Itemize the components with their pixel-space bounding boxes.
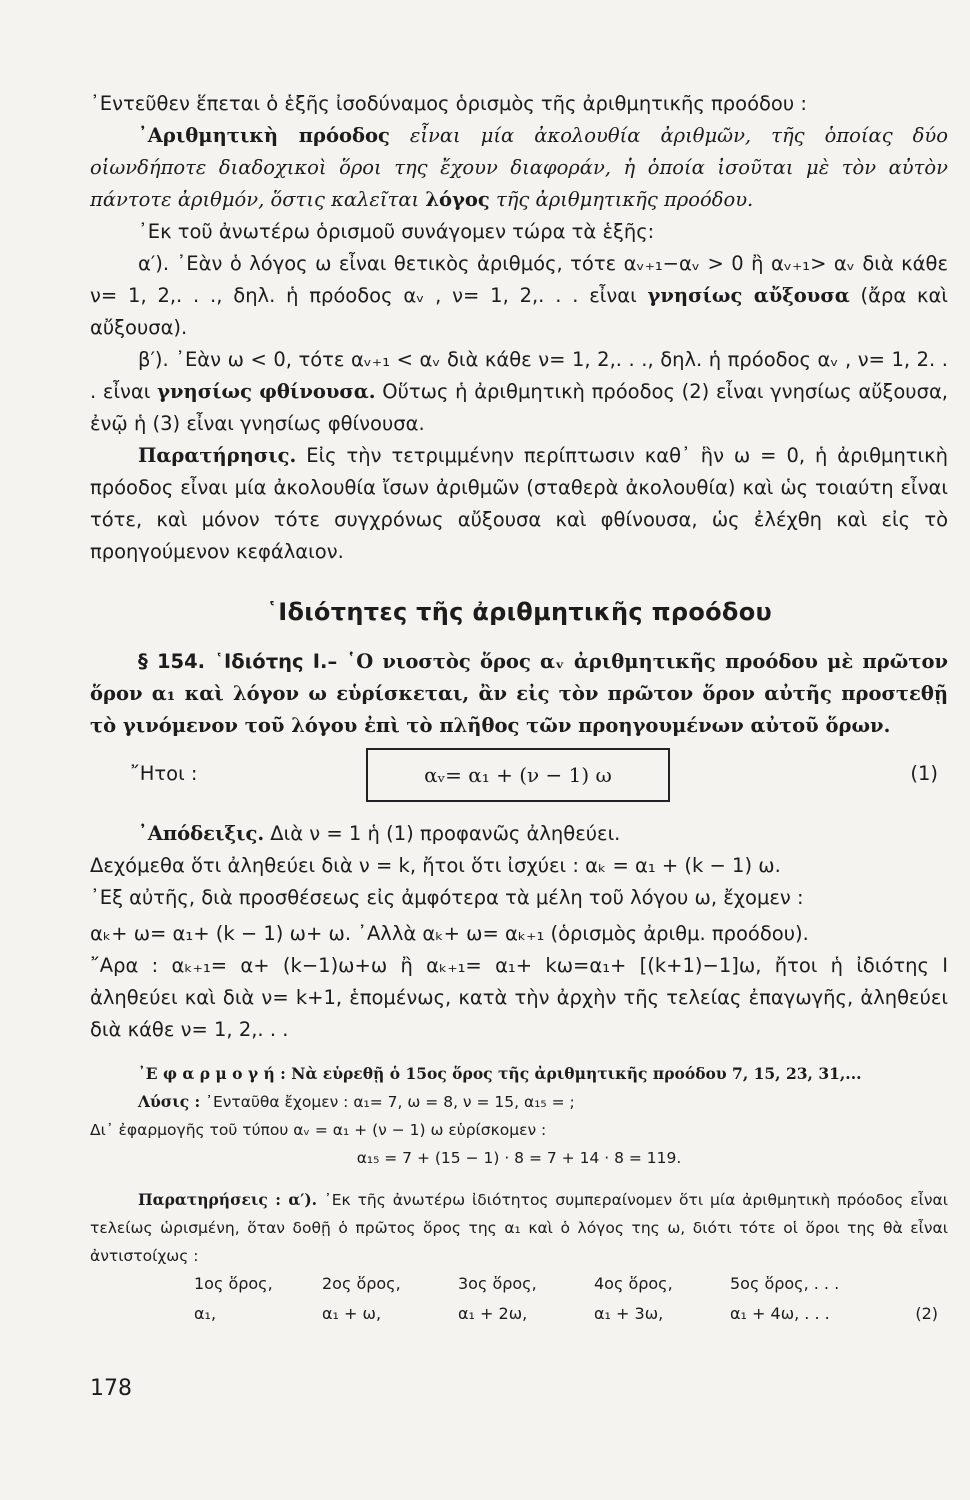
page-number: 178 (90, 1376, 132, 1401)
htoi-label: ῎Ητοι : (130, 762, 198, 785)
consequence-intro: ᾿Εκ τοῦ ἀνωτέρω ὁρισμοῦ συνάγομεν τώρα τὰ ἑξῆς: (138, 220, 655, 243)
terms-label-row (90, 1270, 948, 1300)
boxed-formula: αᵥ= α₁ + (ν − 1) ω (366, 748, 670, 802)
proof-line-1 (90, 818, 948, 850)
proof-line-4: αₖ+ ω= α₁+ (k − 1) ω+ ω. ᾿Αλλὰ αₖ+ ω= αₖ₊₁ (ὁρισμὸς ἀριθμ. προόδου). (90, 922, 809, 945)
definition-logos: λόγος (425, 188, 490, 211)
case-beta-end: Οὕτως ἡ ἀριθμητικὴ πρόοδος (2) εἶναι γνησίως αὔξουσα, ἐνῷ ἡ (3) εἶναι γνησίως φθίνουσα. (90, 380, 949, 435)
page-body (90, 88, 948, 1330)
term-label: 3ος ὅρος, (458, 1274, 537, 1293)
case-alpha-end: (ἄρα καὶ αὔξουσα). (90, 284, 948, 339)
property-label: § 154. ῾Ιδιότης Ι.– (138, 650, 338, 673)
definition-text: εἶναι μία ἀκολουθία ἀριθμῶν, τῆς ὁποίας δύο οἱωνδήποτε διαδοχικοὶ ὅροι της ἔχουν διαφοράν, ἡ ὁποία ἰσοῦται μὲ τὸν αὐτὸν πάντοτε ἀριθμόν, ὅστις καλεῖται (90, 124, 948, 211)
term-label: 2ος ὅρος, (322, 1274, 401, 1293)
application-line (90, 1060, 948, 1088)
solution-result: α₁₅ = 7 + (15 − 1) · 8 = 7 + 14 · 8 = 119. (356, 1149, 682, 1167)
case-alpha-text: α′). ᾿Εὰν ὁ λόγος ω εἶναι θετικὸς ἀριθμός, τότε αᵥ₊₁−αᵥ > 0 ἢ αᵥ₊₁> αᵥ διὰ κάθε ν= 1, 2,. . ., δηλ. ἡ πρόοδος αᵥ , ν= 1, 2,. . . εἶναι (90, 252, 948, 307)
proof-line-5: ῎Αρα : αₖ₊₁= α+ (k−1)ω+ω ἢ αₖ₊₁= α₁+ kω=α₁+ [(k+1)−1]ω, ἤτοι ἡ ἰδιότης Ι ἀληθεύει καὶ διὰ ν= k+1, ἑπομένως, κατὰ τὴν ἀρχὴν τῆς τελείας ἐπαγωγῆς, ἀληθεύει διὰ κάθε ν= 1, 2,. . . (90, 954, 948, 1041)
solution-label: Λύσις : (138, 1092, 201, 1111)
application-label: ᾿Ε φ α ρ μ ο γ ή : (138, 1064, 286, 1083)
term-value: α₁ + 3ω, (594, 1304, 664, 1323)
equation-number-2: (2) (915, 1304, 938, 1323)
case-alpha-bold: γνησίως αὔξουσα (647, 284, 850, 307)
equation-number-1: (1) (910, 762, 938, 785)
remark-label: Παρατήρησις. (138, 444, 297, 467)
case-beta (90, 344, 948, 440)
term-value: α₁ + ω, (322, 1304, 382, 1323)
solution-line (90, 1088, 948, 1116)
proof-line-2: Δεχόμεθα ὅτι ἀληθεύει διὰ ν = k, ἤτοι ὅτι ἰσχύει : αₖ = α₁ + (k − 1) ω. (90, 854, 781, 877)
property-paragraph (90, 646, 948, 742)
application-text: Νὰ εὑρεθῇ ὁ 15ος ὅρος τῆς ἀριθμητικῆς προόδου 7, 15, 23, 31,... (285, 1064, 862, 1083)
solution-line-2: Δι᾿ ἐφαρμογῆς τοῦ τύπου αᵥ = α₁ + (ν − 1) ω εὑρίσκομεν : (90, 1121, 547, 1139)
solution-text: ᾿Ενταῦθα ἔχομεν : α₁= 7, ω = 8, ν = 15, α₁₅ = ; (200, 1093, 575, 1111)
term-value: α₁, (194, 1304, 217, 1323)
property-text: ῾Ο νιοστὸς ὅρος αᵥ ἀριθμητικῆς προόδου μὲ πρῶτον ὅρον α₁ καὶ λόγον ω εὑρίσκεται, ἂν εἰς τὸν πρῶτον ὅρον αὐτῆς προστεθῇ τὸ γινόμενον τοῦ λόγου ἐπὶ τὸ πλῆθος τῶν προηγουμένων αὐτοῦ ὅρων. (90, 650, 948, 737)
term-label: 1ος ὅρος, (194, 1274, 273, 1293)
proof-label: ᾿Απόδειξις. (138, 822, 265, 845)
terms-value-row (90, 1300, 948, 1330)
boxed-formula-row (90, 748, 948, 808)
remarks-text: ᾿Εκ τῆς ἀνωτέρω ἰδιότητος συμπεραίνομεν ὅτι μία ἀριθμητικὴ πρόοδος εἶναι τελείως ὡρισμένη, ὅταν δοθῇ ὁ πρῶτος ὅρος της α₁ καὶ ὁ λόγος της ω, διότι τότε οἱ ὅροι της θὰ εἶναι ἀντιστοίχως : (90, 1191, 948, 1265)
definition-term: ᾿Αριθμητικὴ πρόοδος (138, 124, 390, 147)
proof-line-3: ᾿Εξ αὐτῆς, διὰ προσθέσεως εἰς ἀμφότερα τὰ μέλη τοῦ λόγου ω, ἔχομεν : (90, 886, 804, 909)
term-label: 5ος ὅρος, . . . (730, 1274, 840, 1293)
term-value: α₁ + 2ω, (458, 1304, 528, 1323)
definition-paragraph (90, 120, 948, 216)
proof-text-1: Διὰ ν = 1 ἡ (1) προφανῶς ἀληθεύει. (264, 822, 621, 845)
remark-text: Εἰς τὴν τετριμμένην περίπτωσιν καθ᾿ ἣν ω = 0, ἡ ἀριθμητικὴ πρόοδος εἶναι μία ἀκολουθία ἴσων ἀριθμῶν (σταθερὰ ἀκολουθία) καὶ ὡς τοιαύτη εἶναι τότε, καὶ μόνον τότε συγχρόνως αὔξουσα καὶ φθίνουσα, ὡς ἐλέχθη καὶ εἰς τὸ προηγούμενον κεφάλαιον. (90, 444, 948, 563)
case-beta-bold: γνησίως φθίνουσα. (157, 380, 376, 403)
remark-paragraph (90, 440, 948, 568)
term-label: 4ος ὅρος, (594, 1274, 673, 1293)
remarks-label: Παρατηρήσεις : α′). (138, 1190, 318, 1209)
intro-line: ᾿Εντεῦθεν ἕπεται ὁ ἑξῆς ἰσοδύναμος ὁρισμὸς τῆς ἀριθμητικῆς προόδου : (90, 92, 807, 115)
case-beta-text: β′). ᾿Εὰν ω < 0, τότε αᵥ₊₁ < αᵥ διὰ κάθε ν= 1, 2,. . ., δηλ. ἡ πρόοδος αᵥ , ν= 1, 2. . . εἶναι (90, 348, 948, 403)
definition-end: τῆς ἀριθμητικῆς προόδου. (489, 188, 754, 211)
remarks-paragraph (90, 1186, 948, 1270)
case-alpha (90, 248, 948, 344)
section-title: ῾Ιδιότητες τῆς ἀριθμητικῆς προόδου (265, 598, 773, 626)
term-value: α₁ + 4ω, . . . (730, 1304, 830, 1323)
